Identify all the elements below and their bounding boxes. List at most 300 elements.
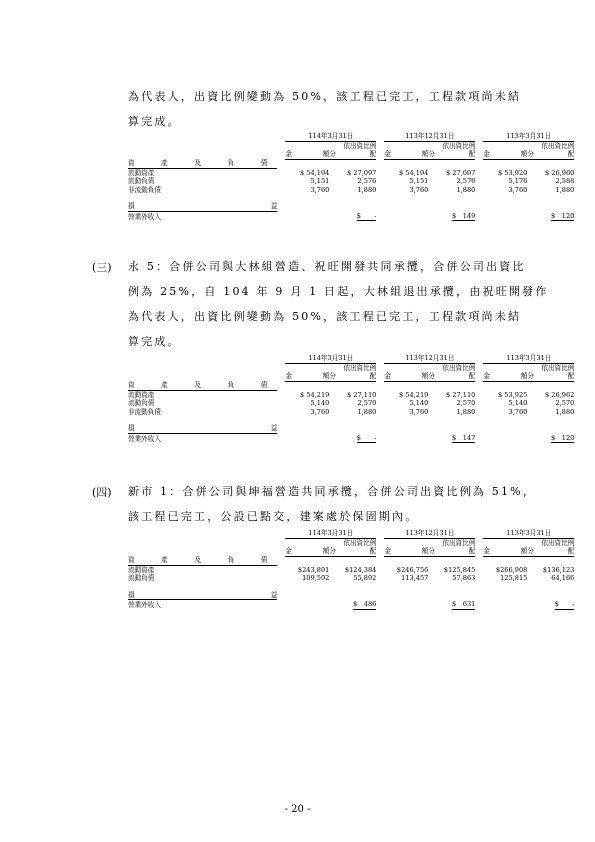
table-cell	[475, 212, 483, 222]
table-cell: 109,592	[302, 574, 330, 582]
text-block	[128, 591, 277, 601]
table-cell	[483, 600, 527, 610]
table-cell	[483, 212, 527, 222]
text-span: $ 631	[451, 600, 476, 608]
table-cell	[428, 600, 475, 610]
jv-table-2	[128, 354, 574, 443]
paragraph-continued	[128, 84, 521, 134]
table-cell: $ 54,219	[299, 390, 330, 399]
table-row	[128, 556, 574, 565]
table-row	[128, 150, 574, 159]
table-cell	[475, 565, 483, 574]
table-cell	[285, 150, 329, 159]
table-row	[128, 186, 574, 195]
table-cell: $124,384	[344, 565, 377, 574]
label-assets-liabilities: 資 產 及 負 債	[128, 159, 278, 167]
table-cell: 1,880	[456, 185, 476, 194]
text-span: 分	[527, 547, 534, 555]
paragraph-section-3	[128, 254, 549, 354]
table-row	[128, 381, 574, 390]
table-cell: 資 產 及 負 債	[128, 556, 278, 564]
table-cell	[384, 363, 428, 372]
table-cell	[376, 212, 384, 222]
table-cell	[285, 538, 329, 547]
table-cell: 2,570	[456, 399, 476, 407]
text-span: 金	[483, 372, 490, 380]
table-cell: 64,166	[551, 574, 575, 582]
text-block	[483, 547, 527, 556]
table-cell: 55,892	[353, 574, 377, 582]
table-cell	[329, 212, 376, 222]
page-number: - 20 -	[284, 804, 311, 815]
text-span: 額	[520, 372, 528, 380]
table-cell	[277, 600, 285, 610]
table-cell: $ 54,194	[398, 168, 429, 177]
text-block	[329, 372, 376, 381]
table-cell	[527, 600, 574, 610]
table-row	[128, 583, 574, 591]
table-cell: 5,176	[508, 177, 528, 185]
jv-table-1	[128, 132, 574, 221]
table-cell	[277, 186, 285, 195]
table-cell	[384, 434, 428, 444]
table-cell: $243,891	[297, 565, 330, 574]
table-row	[128, 202, 574, 212]
text-span: 分	[329, 150, 336, 158]
table-cell: 3,760	[508, 185, 528, 194]
table-cell	[376, 600, 384, 610]
text-block	[428, 150, 475, 159]
text-span: 額	[322, 547, 330, 555]
table-cell	[428, 547, 475, 556]
table-cell: $ 54,219	[398, 390, 429, 399]
text-span: $ -	[356, 433, 377, 442]
table-cell: 57,863	[452, 574, 476, 582]
table-cell	[428, 212, 475, 222]
table-cell	[277, 538, 285, 547]
table-cell: 3,760	[409, 407, 429, 416]
table-cell: 非流動負債	[128, 185, 161, 194]
text-span: 金	[483, 150, 490, 158]
section-marker: (四)	[92, 486, 112, 499]
text-span: 金	[384, 547, 391, 555]
table-cell	[376, 141, 384, 150]
text-span: $ 486	[352, 600, 377, 608]
table-cell	[376, 354, 384, 363]
table-cell	[277, 529, 285, 538]
table-cell	[128, 416, 574, 424]
text-span: 益	[270, 424, 278, 432]
table-cell	[376, 434, 384, 444]
text-span: 配	[567, 150, 575, 158]
text-span: 分	[428, 547, 435, 555]
table-cell	[428, 434, 475, 444]
table-cell: 流動負債	[128, 574, 155, 582]
text-block	[428, 372, 475, 381]
text-span: 額	[322, 150, 330, 158]
table-cell: $ 53,920	[497, 168, 528, 177]
table-cell	[376, 547, 384, 556]
text-span: 金	[384, 372, 391, 380]
table-cell	[329, 434, 376, 444]
table-cell	[128, 141, 277, 150]
table-cell	[277, 150, 285, 159]
table-cell	[483, 141, 527, 150]
table-cell: 2,576	[357, 177, 377, 185]
table-cell	[277, 434, 285, 444]
table-cell: 5,151	[310, 177, 330, 185]
text-block	[527, 372, 574, 381]
table-cell	[277, 408, 285, 417]
table-cell	[483, 538, 527, 547]
table-row	[128, 434, 574, 444]
table-cell	[277, 574, 285, 583]
table-row	[128, 416, 574, 424]
table-cell: 資 產 及 負 債	[128, 381, 278, 389]
table-cell: 125,815	[500, 574, 528, 582]
table-cell: 113年3月31日	[483, 354, 574, 363]
table-cell	[128, 150, 277, 159]
paragraph-section-4	[128, 479, 536, 529]
text-span: 益	[270, 590, 278, 599]
table-row	[128, 132, 574, 141]
table-cell	[475, 390, 483, 399]
table-cell	[277, 141, 285, 150]
text-span: 配	[369, 547, 377, 555]
table-cell	[277, 547, 285, 556]
text-span: 額	[322, 372, 330, 380]
table-cell: $ 27,097	[445, 168, 476, 177]
table-cell	[475, 529, 483, 538]
table-cell	[428, 150, 475, 159]
table-cell	[483, 547, 527, 556]
table-cell	[475, 547, 483, 556]
table-cell	[277, 399, 285, 408]
text-span: 金	[285, 150, 292, 158]
text-block	[483, 372, 527, 381]
table-cell	[128, 591, 277, 601]
table-cell: 113,457	[401, 574, 429, 582]
table-cell	[376, 574, 384, 583]
text-span: 配	[468, 372, 476, 380]
table-cell	[376, 372, 384, 381]
text-span: 配	[468, 547, 476, 555]
text-span: 分	[428, 372, 435, 380]
table-row	[128, 565, 574, 574]
label-profit-loss	[128, 202, 277, 212]
table-cell	[483, 372, 527, 381]
text-span: 該工程已完工，公設已點交，建案處於保固期內。	[128, 510, 419, 523]
table-cell	[384, 141, 428, 150]
text-span: 損	[128, 202, 135, 210]
table-cell: 依出資比例	[343, 363, 377, 372]
table-cell: 2,570	[555, 399, 575, 407]
table-row	[128, 194, 574, 202]
table-cell	[475, 186, 483, 195]
table-cell: 流動負債	[128, 399, 155, 407]
text-block	[329, 547, 376, 556]
table-cell	[475, 141, 483, 150]
table-cell	[475, 372, 483, 381]
table-cell: 5,140	[310, 399, 330, 407]
table-cell	[277, 202, 574, 212]
text-span: 配	[567, 547, 575, 555]
text-span: 額	[520, 150, 528, 158]
table-row	[128, 159, 574, 168]
table-row	[128, 372, 574, 381]
table-cell	[285, 434, 329, 444]
text-span: 分	[329, 547, 336, 555]
table-cell: $136,123	[542, 565, 575, 574]
text-block	[384, 372, 428, 381]
table-cell	[285, 547, 329, 556]
table-cell: 依出資比例	[541, 538, 575, 547]
table-cell: 2,576	[456, 177, 476, 185]
text-block	[285, 547, 329, 556]
text-block	[128, 424, 277, 434]
text-block	[527, 547, 574, 556]
table-cell	[277, 363, 285, 372]
jv-table-3	[128, 529, 574, 610]
table-cell	[128, 372, 277, 381]
table-cell: 3,760	[310, 407, 330, 416]
table-cell	[277, 556, 574, 565]
table-cell: 113年12月31日	[384, 529, 475, 538]
table-cell	[128, 547, 277, 556]
table-cell: 依出資比例	[541, 363, 575, 372]
text-span: 算完成。	[128, 335, 181, 348]
table-cell: 1,880	[555, 185, 575, 194]
table-cell	[483, 363, 527, 372]
text-span: $ 147	[451, 433, 476, 442]
table-cell: $ 53,925	[497, 390, 528, 399]
section-marker: (三)	[92, 261, 112, 274]
table-cell: 依出資比例	[343, 538, 377, 547]
table-row	[128, 538, 574, 547]
text-span: 金	[285, 372, 292, 380]
period-header: 113年3月31日	[483, 132, 574, 141]
table-cell	[128, 363, 277, 372]
table-cell: $ 27,110	[445, 390, 476, 399]
table-cell	[277, 168, 285, 177]
text-span: 配	[567, 372, 575, 380]
table-cell	[475, 574, 483, 583]
text-span: 額	[421, 150, 429, 158]
text-span: 配	[468, 150, 476, 158]
table-cell	[475, 399, 483, 408]
table-cell	[483, 150, 527, 159]
table-row	[128, 591, 574, 601]
text-span: 益	[270, 202, 278, 210]
table-cell: $ 26,962	[544, 390, 575, 399]
table-cell	[376, 177, 384, 186]
table-cell	[475, 434, 483, 444]
table-cell	[376, 399, 384, 408]
period-header: 114年3月31日	[285, 132, 376, 141]
table-cell	[277, 381, 574, 390]
text-block	[428, 547, 475, 556]
table-row	[128, 529, 574, 538]
text-span: 分	[329, 372, 336, 380]
text-span: 新市 1：合併公司與坤福營造共同承攬，合併公司出資比例為 51%，	[128, 485, 537, 498]
table-cell	[475, 354, 483, 363]
table-row	[128, 424, 574, 434]
table-cell	[128, 194, 574, 202]
table-cell	[329, 372, 376, 381]
text-span: 損	[128, 424, 135, 432]
table-cell	[384, 372, 428, 381]
table-cell: 5,140	[508, 399, 528, 407]
table-cell: $ 27,110	[346, 390, 377, 399]
table-row	[128, 408, 574, 417]
table-cell	[475, 177, 483, 186]
text-span: $ 120	[550, 433, 575, 442]
table-cell	[376, 168, 384, 177]
table-cell: 營業外收入	[128, 601, 161, 609]
table-cell	[384, 150, 428, 159]
table-row	[128, 547, 574, 556]
table-cell	[277, 424, 574, 434]
table-cell	[277, 591, 574, 601]
table-cell: 1,880	[357, 185, 377, 194]
table-cell: $246,756	[396, 565, 429, 574]
table-row	[128, 141, 574, 150]
table-cell	[285, 363, 329, 372]
table-cell	[376, 363, 384, 372]
table-row	[128, 354, 574, 363]
table-cell	[277, 390, 285, 399]
table-cell	[376, 538, 384, 547]
table-cell	[329, 600, 376, 610]
text-span: 金	[384, 150, 391, 158]
table-cell: 114年3月31日	[285, 529, 376, 538]
table-cell	[376, 132, 384, 141]
table-cell: 3,760	[508, 407, 528, 416]
table-cell	[527, 212, 574, 222]
table-cell: 113年12月31日	[384, 354, 475, 363]
text-span: $ -	[356, 211, 377, 220]
table-cell: 1,880	[456, 407, 476, 416]
table-cell	[475, 538, 483, 547]
table-cell: 3,760	[310, 185, 330, 194]
table-cell	[277, 132, 285, 141]
table-cell: 113年3月31日	[483, 529, 574, 538]
table-cell: 依出資比例	[541, 141, 575, 150]
text-block	[527, 150, 574, 159]
text-span: 例為 25%，自 104 年 9 月 1 日起，大林組退出承攬，由祝旺開發作	[128, 285, 549, 298]
table-cell	[527, 434, 574, 444]
table-cell	[475, 408, 483, 417]
table-cell	[475, 600, 483, 610]
table-cell	[376, 390, 384, 399]
text-span: 損	[128, 590, 135, 599]
text-span: 配	[369, 150, 377, 158]
text-span: 配	[369, 372, 377, 380]
table-cell	[128, 354, 277, 363]
table-cell	[527, 372, 574, 381]
table-cell	[329, 150, 376, 159]
table-cell	[475, 150, 483, 159]
table-cell	[483, 434, 527, 444]
table-cell	[376, 529, 384, 538]
table-row	[128, 600, 574, 610]
table-cell	[128, 132, 277, 141]
table-cell	[384, 212, 428, 222]
table-cell: 流動資產	[128, 390, 155, 399]
table-cell: 營業外收入	[128, 212, 161, 221]
table-cell	[376, 565, 384, 574]
table-cell: $125,845	[443, 565, 476, 574]
text-span: $ 120	[550, 211, 575, 220]
table-cell: $266,908	[495, 565, 528, 574]
table-cell	[384, 600, 428, 610]
period-header: 113年12月31日	[384, 132, 475, 141]
text-span: 永 5：合併公司與大林組營造、祝旺開發共同承攬，合併公司出資比	[128, 260, 526, 273]
text-span: 為代表人，出資比例變動為 50%，該工程已完工，工程款項尚未結	[128, 90, 522, 103]
table-cell: 依出資比例	[442, 141, 476, 150]
table-cell	[277, 372, 285, 381]
table-row	[128, 212, 574, 222]
table-cell	[285, 372, 329, 381]
table-cell	[277, 159, 574, 168]
text-block	[384, 150, 428, 159]
text-span: 金	[285, 547, 292, 555]
table-cell: 依出資比例	[343, 141, 377, 150]
table-cell: 1,880	[555, 407, 575, 416]
table-cell: 流動資產	[128, 565, 155, 574]
table-cell	[329, 547, 376, 556]
table-cell: 3,760	[409, 185, 429, 194]
table-cell	[475, 363, 483, 372]
table-cell	[475, 168, 483, 177]
text-span: 為代表人，出資比例變動為 50%，該工程已完工，工程款項尚未結	[128, 310, 522, 323]
table-cell: 依出資比例	[442, 538, 476, 547]
table-cell: 營業外收入	[128, 434, 161, 443]
text-block	[285, 150, 329, 159]
table-cell	[376, 186, 384, 195]
table-cell: 非流動負債	[128, 407, 161, 416]
table-cell	[384, 547, 428, 556]
table-cell	[277, 565, 285, 574]
table-cell: $ 26,960	[544, 168, 575, 177]
table-cell: 依出資比例	[442, 363, 476, 372]
table-cell	[376, 408, 384, 417]
table-cell: 114年3月31日	[285, 354, 376, 363]
text-span: 額	[421, 547, 429, 555]
text-span: 分	[428, 150, 435, 158]
text-span: 分	[527, 372, 534, 380]
text-block	[483, 150, 527, 159]
table-cell: 流動負債	[128, 177, 155, 185]
table-cell	[527, 547, 574, 556]
table-cell	[277, 354, 285, 363]
text-span: 金	[483, 547, 490, 555]
table-cell: 1,880	[357, 407, 377, 416]
table-cell: $ 54,194	[299, 168, 330, 177]
table-cell	[428, 372, 475, 381]
table-cell	[376, 150, 384, 159]
text-block	[329, 150, 376, 159]
table-cell: 5,140	[409, 399, 429, 407]
table-row	[128, 390, 574, 399]
text-span: 額	[421, 372, 429, 380]
table-cell	[285, 600, 329, 610]
table-cell	[475, 132, 483, 141]
table-cell	[128, 202, 277, 212]
table-cell	[277, 177, 285, 186]
table-cell: 5,151	[409, 177, 429, 185]
table-cell	[277, 212, 285, 222]
